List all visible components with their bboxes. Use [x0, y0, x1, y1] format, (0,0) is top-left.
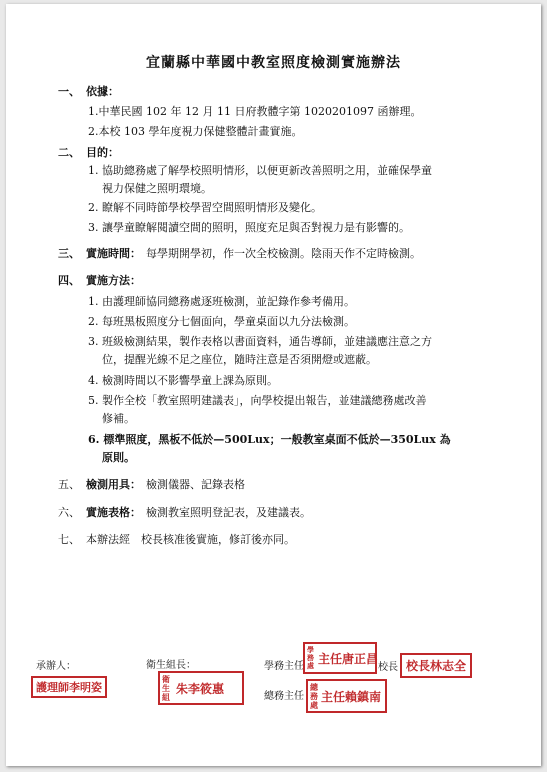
- organizer-label: 承辦人：: [36, 661, 76, 672]
- section-3-number: 三、: [58, 247, 80, 260]
- section-4-item-1: 1. 由護理師協同總務處逐班檢測，並記錄作參考備用。: [88, 295, 355, 308]
- section-7-text: 本辦法經 校長核准後實施，修訂後亦同。: [86, 533, 295, 546]
- health-leader-label: 衛生組長：: [146, 660, 196, 671]
- section-6-heading: 實施表格：: [86, 506, 141, 519]
- general-director-seal-unit: 總務處: [310, 682, 318, 710]
- document-page: [6, 4, 541, 766]
- section-5-heading: 檢測用具：: [86, 478, 141, 491]
- section-1-heading: 依據：: [86, 85, 119, 98]
- section-7-number: 七、: [58, 533, 80, 546]
- section-6-number: 六、: [58, 506, 80, 519]
- document-title: 宜蘭縣中華國中教室照度檢測實施辦法: [146, 55, 401, 71]
- general-director-seal-name: 主任賴鎮南: [321, 690, 382, 704]
- health-leader-seal: [158, 671, 244, 705]
- section-2-heading: 目的：: [86, 146, 119, 159]
- academic-director-seal-name: 主任唐正昌: [318, 652, 379, 666]
- section-4-item-3-line-1: 3. 班級檢測結果，製作表格以書面資料，通告導師，並建議應注意之方: [88, 335, 432, 348]
- section-4-item-2: 2. 每班黑板照度分七個面向，學童桌面以九分法檢測。: [88, 315, 355, 328]
- section-4-item-6-line-2: 原則。: [102, 451, 135, 464]
- section-4-item-6-line-1: 6. 標準照度，黑板不低於—500Lux；一般教室桌面不低於—350Lux 為: [88, 433, 451, 446]
- section-4-item-5-line-1: 5. 製作全校「教室照明建議表」，向學校提出報告，並建議總務處改善: [88, 394, 427, 407]
- section-5-text: 檢測儀器、記錄表格: [146, 478, 245, 491]
- section-2-item-3: 3. 讓學童瞭解閱讀空間的照明，照度充足與否對視力是有影響的。: [88, 221, 410, 234]
- academic-director-seal-unit: 學務處: [307, 645, 314, 670]
- section-4-item-5-line-2: 修補。: [102, 412, 135, 425]
- section-4-item-4: 4. 檢測時間以不影響學童上課為原則。: [88, 374, 278, 387]
- section-3-heading: 實施時間：: [86, 247, 141, 260]
- general-director-label: 總務主任: [264, 691, 304, 702]
- section-5-number: 五、: [58, 478, 80, 491]
- section-2-item-1-line-1: 1. 協助總務處了解學校照明情形，以便更新改善照明之用，並確保學童: [88, 164, 432, 177]
- section-1-item-1: 1.中華民國 102 年 12 月 11 日府教體字第 1020201097 函辦理。: [88, 105, 422, 118]
- section-2-item-1-line-2: 視力保健之照明環境。: [102, 182, 212, 195]
- organizer-seal: 護理師李明姿: [31, 676, 107, 698]
- section-2-item-2: 2. 瞭解不同時節學校學習空間照明情形及變化。: [88, 201, 322, 214]
- section-1-item-2: 2.本校 103 學年度視力保健整體計畫實施。: [88, 125, 303, 138]
- section-4-item-3-line-2: 位，提醒光線不足之座位，隨時注意是否須開燈或遮蔽。: [102, 353, 377, 366]
- health-leader-seal-name: 朱李筱惠: [176, 682, 225, 696]
- section-4-number: 四、: [58, 274, 80, 287]
- section-2-number: 二、: [58, 146, 80, 159]
- section-1-number: 一、: [58, 85, 80, 98]
- principal-label: 校長: [378, 662, 398, 673]
- section-6-text: 檢測教室照明登記表，及建議表。: [146, 506, 311, 519]
- academic-director-seal: [303, 642, 377, 674]
- academic-director-label: 學務主任: [264, 661, 304, 672]
- principal-seal: 校長林志全: [400, 653, 472, 678]
- section-3-text: 每學期開學初，作一次全校檢測。陰雨天作不定時檢測。: [146, 247, 421, 260]
- section-4-heading: 實施方法：: [86, 274, 141, 287]
- general-director-seal: [306, 679, 387, 713]
- health-leader-seal-unit: 衛生組: [162, 674, 170, 702]
